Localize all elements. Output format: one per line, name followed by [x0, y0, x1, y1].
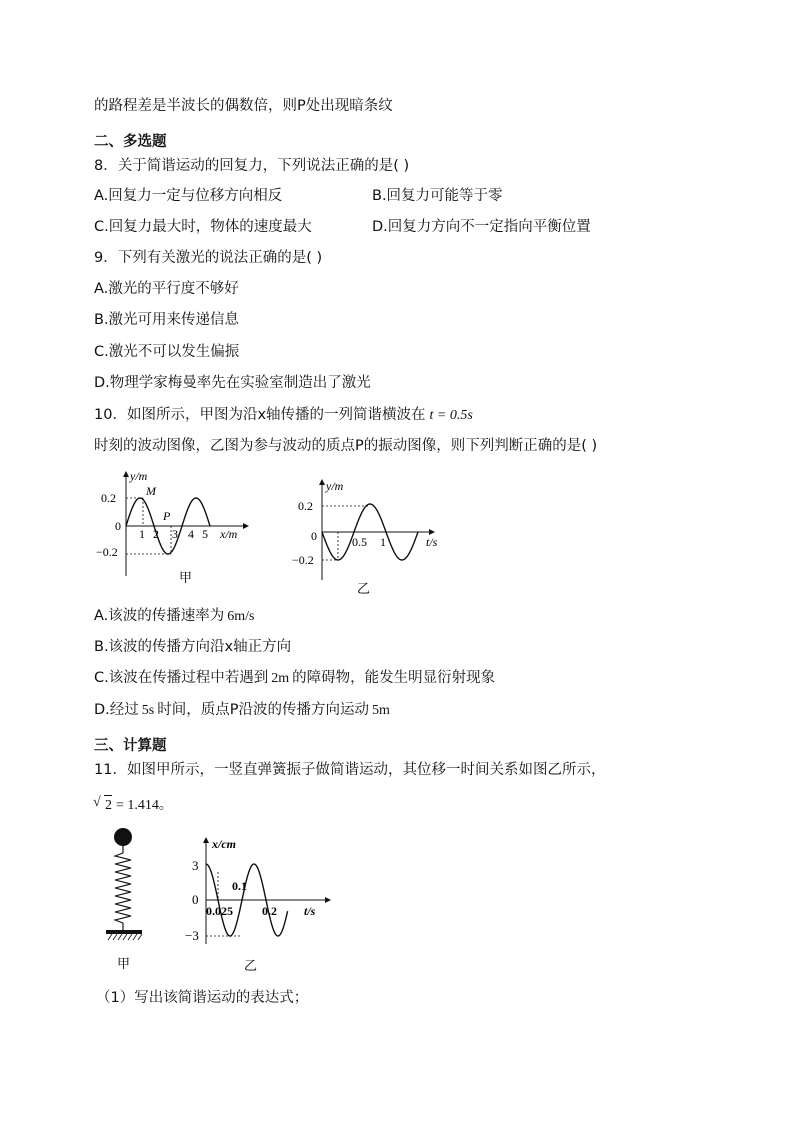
y-tick-neg0.2: −0.2 — [292, 553, 314, 567]
y-axis-label: y/m — [130, 469, 148, 483]
point-p-label: P — [163, 509, 171, 523]
q11-displacement-graph — [180, 832, 340, 978]
q10-vibration-graph — [292, 476, 452, 600]
t-tick-0.2: 0.2 — [262, 904, 277, 918]
t-axis-label: t/s — [304, 904, 316, 918]
section-title-calculation: 三、计算题 — [94, 738, 167, 754]
spring-coil — [115, 853, 131, 923]
x-axis-label: x/m — [220, 527, 238, 541]
x-tick-4: 4 — [188, 527, 194, 541]
t-tick-0.5: 0.5 — [352, 535, 367, 549]
y-tick-3: 3 — [192, 858, 199, 873]
q10-obstacle-value: 2m — [271, 671, 290, 686]
q10-option-c-text: C.该波在传播过程中若遇到 — [94, 670, 269, 686]
q10-option-d — [94, 700, 390, 721]
q10-option-c — [94, 668, 495, 689]
q10-option-b: B.该波的传播方向沿x轴正方向 — [94, 639, 292, 655]
oscillator-ball — [114, 828, 132, 846]
x-tick-5: 5 — [202, 527, 208, 541]
q10-time-value: t = 0.5s — [429, 408, 473, 423]
q10-wave-graph — [96, 468, 256, 588]
q11-stem: 11．如图甲所示，一竖直弹簧振子做简谐运动，其位移一时间关系如图乙所示， — [94, 762, 606, 778]
y-tick-0: 0 — [311, 529, 317, 543]
y-tick-0: 0 — [115, 519, 121, 533]
t-tick-0.1: 0.1 — [232, 879, 247, 893]
q11-part1: （1）写出该简谐运动的表达式； — [96, 990, 309, 1006]
q10-option-a — [94, 606, 255, 627]
y-axis-label: x/cm — [212, 837, 236, 851]
section-title-multi-choice: 二、多选题 — [94, 134, 167, 150]
x-tick-3: 3 — [172, 527, 178, 541]
q9-option-d: D.物理学家梅曼率先在实验室制造出了激光 — [94, 375, 371, 391]
q8-option-b: B.回复力可能等于零 — [372, 188, 503, 204]
q8-option-a: A.回复力一定与位移方向相反 — [94, 188, 283, 204]
y-tick-neg3: −3 — [185, 928, 199, 943]
t-tick-0.025: 0.025 — [206, 904, 233, 918]
q10-option-a-text: A.该波的传播速率为 — [94, 608, 225, 624]
fig-caption-yi: 乙 — [244, 958, 258, 973]
sqrt-radicand: √ 2 — [104, 795, 112, 816]
q10-option-d-text: D.经过 — [94, 702, 139, 718]
q10-stem-line2: 时刻的波动图像，乙图为参与波动的质点P的振动图像，则下列判断正确的是( ) — [94, 438, 598, 454]
x-axis-label: t/s — [426, 535, 438, 549]
ground-hatch — [108, 934, 142, 940]
q10-option-d-mid: 时间，质点P沿波的传播方向运动 — [157, 702, 369, 718]
q9-option-b: B.激光可用来传递信息 — [94, 312, 240, 328]
q11-sqrt-equation: √ 2 = 1.414。 — [94, 795, 173, 816]
q8-option-d: D.回复力方向不一定指向平衡位置 — [372, 219, 591, 235]
y-tick-0.2: 0.2 — [298, 499, 313, 513]
spring-oscillator-figure — [100, 826, 150, 976]
point-m-label: M — [146, 484, 156, 498]
y-tick-0.2: 0.2 — [101, 491, 116, 505]
q9-option-a: A.激光的平行度不够好 — [94, 281, 239, 297]
q10-stem-text: 10．如图所示，甲图为沿x轴传播的一列简谐横波在 — [94, 407, 426, 423]
continuation-text: 的路程差是半波长的偶数倍，则P处出现暗条纹 — [94, 98, 393, 114]
q10-time-value: 5s — [141, 703, 155, 718]
y-axis-label: y/m — [326, 479, 344, 493]
q10-distance-value: 5m — [371, 703, 390, 718]
fig-caption-jia: 甲 — [117, 956, 131, 971]
fig-caption-jia: 甲 — [179, 570, 193, 585]
t-tick-1: 1 — [380, 535, 386, 549]
x-tick-1: 1 — [139, 527, 145, 541]
q10-stem-line1 — [94, 405, 473, 426]
y-tick-neg0.2: −0.2 — [96, 545, 118, 559]
sqrt-icon: √ — [93, 795, 101, 810]
x-tick-2: 2 — [153, 527, 159, 541]
q9-stem: 9．下列有关激光的说法正确的是( ) — [94, 250, 323, 266]
q8-option-c: C.回复力最大时，物体的速度最大 — [94, 219, 312, 235]
fig-caption-yi: 乙 — [357, 581, 371, 596]
q9-option-c: C.激光不可以发生偏振 — [94, 344, 240, 360]
ground-base — [106, 930, 142, 934]
q10-option-c-tail: 的障碍物，能发生明显衍射现象 — [292, 670, 496, 686]
q8-stem: 8．关于简谐运动的回复力，下列说法正确的是( ) — [94, 158, 410, 174]
y-tick-0: 0 — [192, 892, 199, 907]
q10-speed-value: 6m/s — [227, 609, 255, 624]
